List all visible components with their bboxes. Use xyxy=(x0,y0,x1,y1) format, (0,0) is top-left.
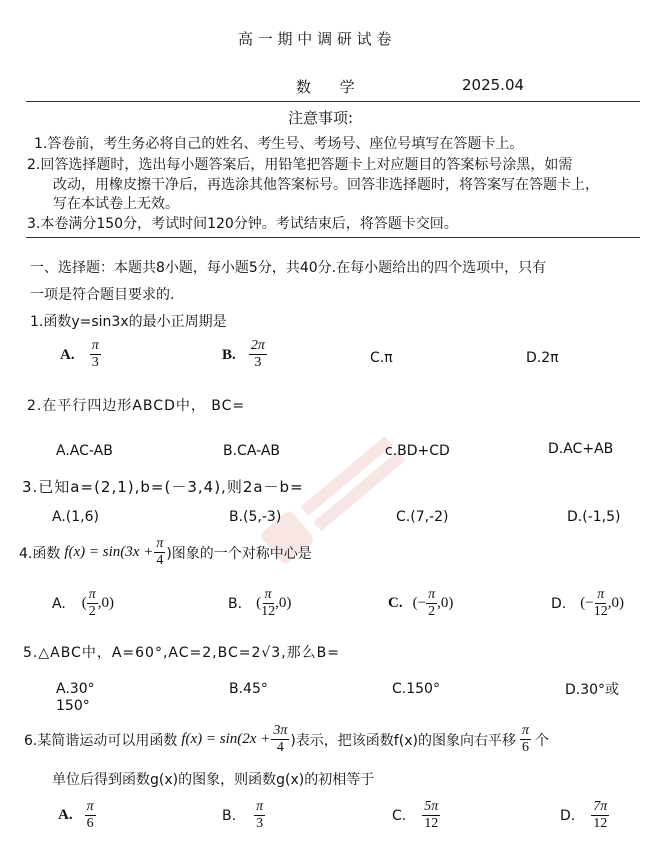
divider-top xyxy=(26,101,640,102)
question-2-option-a: A.AC-AB xyxy=(56,443,113,459)
question-6-stem: 6.某简谐运动可以用函数 f(x) = sin(2x + $\frac{3\pi}{4}$ )表示，把该函数f(x)的图象向右平移 $\frac{\pi}{6}$ 个 xyxy=(24,723,549,755)
divider-bottom xyxy=(26,237,640,238)
question-6-option-d: D. $\frac{7\pi}{12}$ xyxy=(560,799,608,831)
question-6-option-b: B. $\frac{\pi}{3}$ xyxy=(222,799,264,831)
section-intro: 一、选择题：本题共8小题，每小题5分，共40分.在每小题给出的四个选项中，只有 xyxy=(30,260,547,276)
question-3-option-b: B.(5,-3) xyxy=(229,509,282,525)
question-3-option-a: A.(1,6) xyxy=(52,509,99,525)
question-5-option-d: D.30°或 xyxy=(565,682,620,698)
notice-item-2-cont2: 写在本试卷上无效。 xyxy=(53,196,179,212)
question-5-option-b: B.45° xyxy=(229,681,268,697)
exam-date: 2025.04 xyxy=(462,76,525,94)
question-2-stem: 2.在平行四边形ABCD中， BC= xyxy=(27,398,246,414)
notice-item-2: 2.回答选择题时，选出每小题答案后，用铅笔把答题卡上对应题目的答案标号涂黑，如需 xyxy=(27,157,573,173)
question-2-option-b: B.CA-AB xyxy=(223,443,281,459)
question-1-option-c: C.π xyxy=(370,350,393,366)
question-3-stem: 3.已知a=(2,1),b=(－3,4),则2a－b= xyxy=(22,478,304,496)
question-1-option-d: D.2π xyxy=(526,350,559,366)
question-4-option-d: D. (− $\frac{\pi}{12}$ ,0) xyxy=(551,587,624,619)
notice-item-1: 1.答卷前，考生务必将自己的姓名、考生号、考场号、座位号填写在答题卡上。 xyxy=(34,136,524,152)
section-intro-cont: 一项是符合题目要求的. xyxy=(30,287,175,303)
question-2-option-c: c.BD+CD xyxy=(385,443,450,459)
notice-item-2-cont: 改动，用橡皮擦干净后，再选涂其他答案标号。回答非选择题时，将答案写在答题卡上， xyxy=(53,177,599,193)
question-1-stem: 1.函数y=sin3x的最小正周期是 xyxy=(30,314,227,330)
subject-label: 数 学 xyxy=(296,78,355,96)
question-6-stem-cont: 单位后得到函数g(x)的图象，则函数g(x)的初相等于 xyxy=(52,772,375,788)
question-6-option-a: A. $\frac{\pi}{6}$ xyxy=(58,799,94,831)
question-5-stem: 5.△ABC中，A=60°,AC=2,BC=2√3,那么B= xyxy=(23,645,340,661)
question-6-option-c: C. $\frac{5\pi}{12}$ xyxy=(392,799,439,831)
notice-title: 注意事项: xyxy=(288,109,354,127)
question-4-option-a: A. ( $\frac{\pi}{2}$ ,0) xyxy=(52,587,115,619)
question-3-option-d: D.(-1,5) xyxy=(567,509,621,525)
question-1-option-a: A. $\frac{\pi}{3}$ xyxy=(60,338,99,370)
question-4-stem: 4.函数 f(x) = sin(3x + $\frac{\pi}{4}$ )图象的一个对称中心是 xyxy=(19,536,312,568)
question-4-option-b: B. ( $\frac{\pi}{12}$ ,0) xyxy=(228,587,292,619)
question-5-option-c: C.150° xyxy=(392,681,440,697)
question-5-option-d-wrap: 150° xyxy=(56,698,90,714)
page-title: 高 一 期 中 调 研 试 卷 xyxy=(238,30,392,48)
question-4-option-c: C. (− $\frac{\pi}{2}$ ,0) xyxy=(388,587,454,619)
question-5-option-a: A.30° xyxy=(56,681,95,697)
notice-item-3: 3.本卷满分150分，考试时间120分钟。考试结束后，将答题卡交回。 xyxy=(27,216,458,232)
question-2-option-d: D.AC+AB xyxy=(548,441,614,457)
question-1-option-b: B. $\frac{2\pi}{3}$ xyxy=(222,338,265,370)
question-3-option-c: C.(7,-2) xyxy=(396,509,449,525)
